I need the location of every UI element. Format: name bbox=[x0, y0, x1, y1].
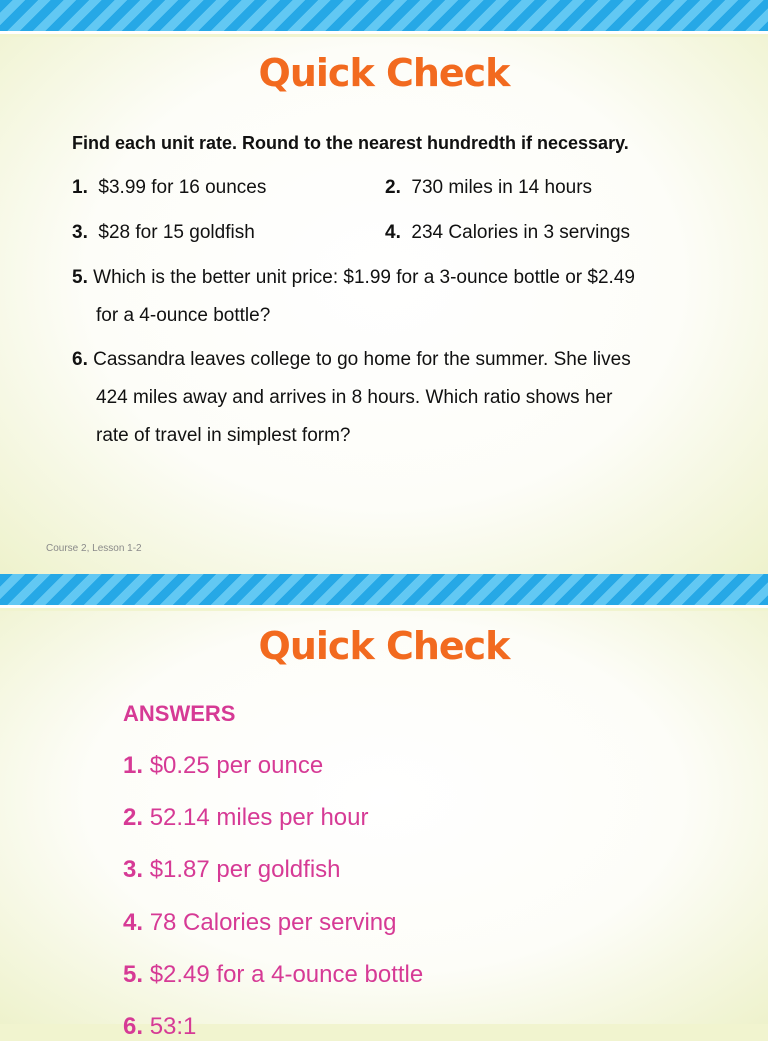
answer-number: 5. bbox=[123, 961, 144, 988]
question-2 bbox=[385, 169, 592, 207]
question-1 bbox=[72, 169, 266, 207]
question-number: 5. bbox=[72, 267, 88, 288]
answer-number: 4. bbox=[123, 909, 144, 936]
slide-title: Quick Check bbox=[258, 624, 510, 668]
answer-number: 6. bbox=[123, 1013, 144, 1040]
question-number: 1. bbox=[72, 177, 88, 198]
answer-text: 78 Calories per serving bbox=[149, 909, 397, 936]
answer-text: 53:1 bbox=[149, 1013, 197, 1040]
answers-heading: ANSWERS bbox=[123, 701, 236, 726]
question-text-line-3: rate of travel in simplest form? bbox=[96, 425, 351, 446]
question-number: 2. bbox=[385, 177, 401, 198]
answer-number: 1. bbox=[123, 752, 144, 779]
question-text-line-1: Cassandra leaves college to go home for the summer. She lives bbox=[93, 349, 631, 370]
answer-number: 3. bbox=[123, 856, 144, 883]
answer-text: $0.25 per ounce bbox=[149, 752, 324, 779]
answer-1 bbox=[123, 752, 323, 780]
answer-text: $1.87 per goldfish bbox=[149, 856, 341, 883]
answer-2 bbox=[123, 804, 368, 832]
question-4 bbox=[385, 214, 630, 252]
answer-number: 2. bbox=[123, 804, 144, 831]
question-number: 6. bbox=[72, 349, 88, 370]
question-5 bbox=[72, 259, 635, 335]
answers-slide bbox=[0, 611, 768, 1040]
answer-4 bbox=[123, 909, 396, 937]
middle-stripe-bar bbox=[0, 574, 768, 608]
question-number: 3. bbox=[72, 222, 88, 243]
question-text-line-2: for a 4-ounce bottle? bbox=[96, 305, 271, 326]
question-text: 234 Calories in 3 servings bbox=[411, 222, 631, 243]
question-text: 730 miles in 14 hours bbox=[411, 177, 593, 198]
answer-5 bbox=[123, 961, 423, 989]
question-text-line-2: 424 miles away and arrives in 8 hours. Which ratio shows her bbox=[96, 387, 613, 408]
question-6 bbox=[72, 341, 631, 455]
question-text-line-1: Which is the better unit price: $1.99 for a 3-ounce bottle or $2.49 bbox=[93, 267, 635, 288]
question-slide bbox=[0, 37, 768, 574]
lesson-footer: Course 2, Lesson 1-2 bbox=[46, 543, 142, 554]
answer-text: 52.14 miles per hour bbox=[149, 804, 369, 831]
instructions: Find each unit rate. Round to the nearest hundredth if necessary. bbox=[72, 133, 629, 153]
top-stripe-bar bbox=[0, 0, 768, 34]
slide-title: Quick Check bbox=[258, 51, 510, 95]
answer-6 bbox=[123, 1013, 196, 1041]
question-number: 4. bbox=[385, 222, 401, 243]
question-text: $28 for 15 goldfish bbox=[98, 222, 255, 243]
question-3 bbox=[72, 214, 255, 252]
question-text: $3.99 for 16 ounces bbox=[98, 177, 267, 198]
answer-text: $2.49 for a 4-ounce bottle bbox=[149, 961, 424, 988]
answer-3 bbox=[123, 856, 341, 884]
